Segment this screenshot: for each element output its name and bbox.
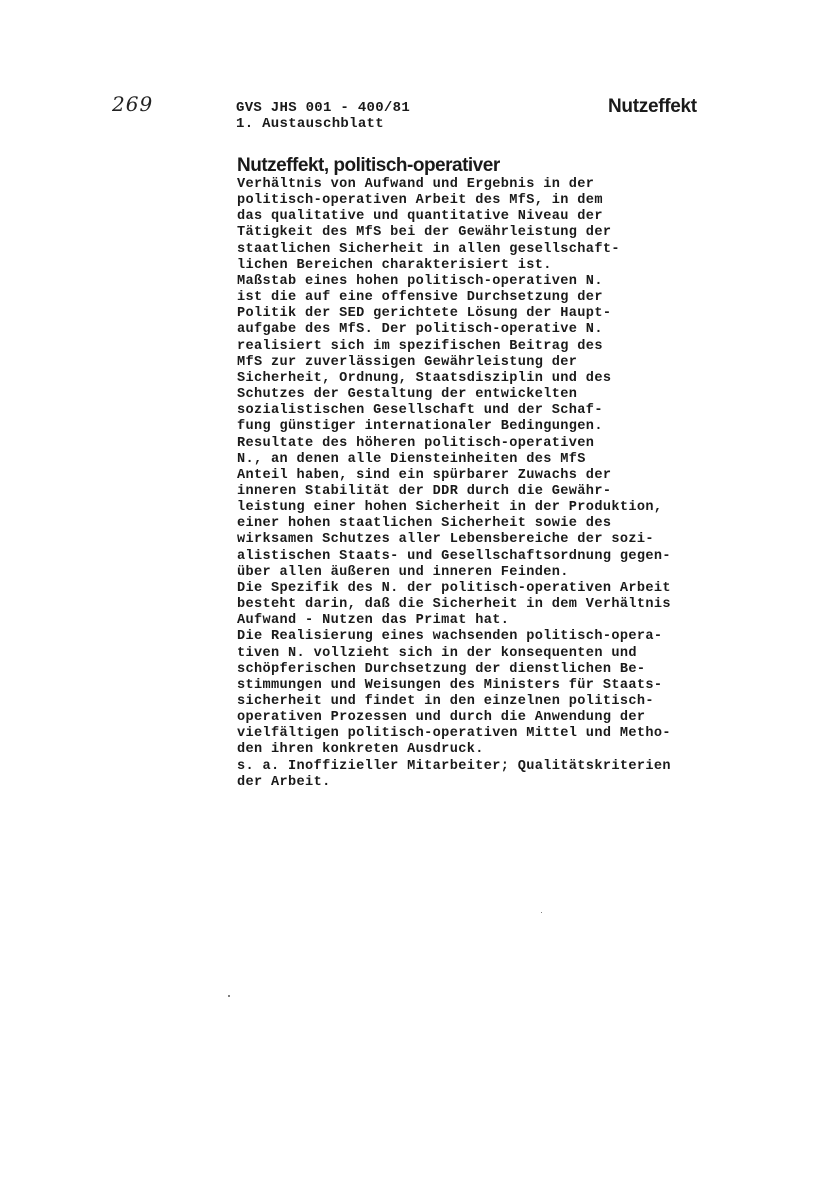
body-line: staatlichen Sicherheit in allen gesellschaft- bbox=[237, 241, 620, 257]
scan-speck bbox=[228, 995, 230, 997]
body-line: der Arbeit. bbox=[237, 774, 331, 790]
document-reference bbox=[236, 100, 410, 132]
body-line: Die Spezifik des N. der politisch-operativen Arbeit bbox=[237, 580, 671, 596]
body-line: einer hohen staatlichen Sicherheit sowie des bbox=[237, 516, 612, 532]
body-line: N., an denen alle Diensteinheiten des MfS bbox=[237, 451, 586, 467]
body-line: lichen Bereichen charakterisiert ist. bbox=[237, 257, 552, 273]
body-line: den ihren konkreten Ausdruck. bbox=[237, 742, 484, 758]
body-line: Politik der SED gerichtete Lösung der Haupt- bbox=[237, 306, 612, 322]
page-number: 269 bbox=[112, 92, 154, 116]
body-line: Schutzes der Gestaltung der entwickelten bbox=[237, 387, 578, 403]
body-line: Resultate des höheren politisch-operativen bbox=[237, 435, 595, 451]
body-line: sicherheit und findet in den einzelnen politisch- bbox=[237, 694, 654, 709]
body-line: s. a. Inoffizieller Mitarbeiter; Qualitätskriterien bbox=[237, 758, 671, 774]
body-line: Maßstab eines hohen politisch-operativen N. bbox=[237, 273, 603, 289]
body-line: stimmungen und Weisungen des Ministers für Staats- bbox=[237, 677, 663, 693]
body-line: über allen äußeren und inneren Feinden. bbox=[237, 564, 569, 580]
body-line: sozialistischen Gesellschaft und der Schaf- bbox=[237, 403, 603, 419]
body-line: ist die auf eine offensive Durchsetzung der bbox=[237, 290, 603, 306]
body-line: wirksamen Schutzes aller Lebensbereiche der sozi- bbox=[237, 532, 654, 548]
body-line: fung günstiger internationaler Bedingungen. bbox=[237, 419, 603, 435]
body-line: realisiert sich im spezifischen Beitrag des bbox=[237, 338, 603, 354]
running-header-keyword: Nutzeffekt bbox=[608, 96, 697, 117]
body-line: inneren Stabilität der DDR durch die Gewähr- bbox=[237, 483, 612, 499]
body-line: tiven N. vollzieht sich in der konsequenten und bbox=[237, 645, 637, 661]
body-line: besteht darin, daß die Sicherheit in dem Verhältnis bbox=[237, 597, 671, 613]
body-line: schöpferischen Durchsetzung der dienstlichen Be- bbox=[237, 661, 646, 677]
body-line: Verhältnis von Aufwand und Ergebnis in der bbox=[237, 177, 595, 192]
entry-title: Nutzeffekt, politisch-operativer bbox=[237, 155, 500, 176]
body-line: aufgabe des MfS. Der politisch-operative N. bbox=[237, 322, 603, 338]
body-line: MfS zur zuverlässigen Gewährleistung der bbox=[237, 354, 578, 370]
body-line: Anteil haben, sind ein spürbarer Zuwachs der bbox=[237, 467, 612, 483]
entry-body bbox=[237, 177, 737, 791]
body-line: das qualitative und quantitative Niveau der bbox=[237, 209, 603, 225]
scan-speck bbox=[541, 912, 542, 913]
body-line: alistischen Staats- und Gesellschaftsordnung gegen- bbox=[237, 548, 671, 564]
body-line: Tätigkeit des MfS bei der Gewährleistung der bbox=[237, 225, 612, 241]
body-line: Die Realisierung eines wachsenden politisch-opera- bbox=[237, 629, 663, 645]
body-line: Sicherheit, Ordnung, Staatsdisziplin und des bbox=[237, 370, 612, 386]
body-line: operativen Prozessen und durch die Anwendung der bbox=[237, 710, 646, 726]
replacement-sheet-note: 1. Austauschblatt bbox=[236, 116, 384, 132]
body-line: leistung einer hohen Sicherheit in der Produktion, bbox=[237, 500, 663, 516]
body-line: politisch-operativen Arbeit des MfS, in dem bbox=[237, 193, 603, 209]
classification-reference: GVS JHS 001 - 400/81 bbox=[236, 100, 411, 116]
body-line: Aufwand - Nutzen das Primat hat. bbox=[237, 613, 510, 629]
body-line: vielfältigen politisch-operativen Mittel und Metho- bbox=[237, 726, 671, 742]
